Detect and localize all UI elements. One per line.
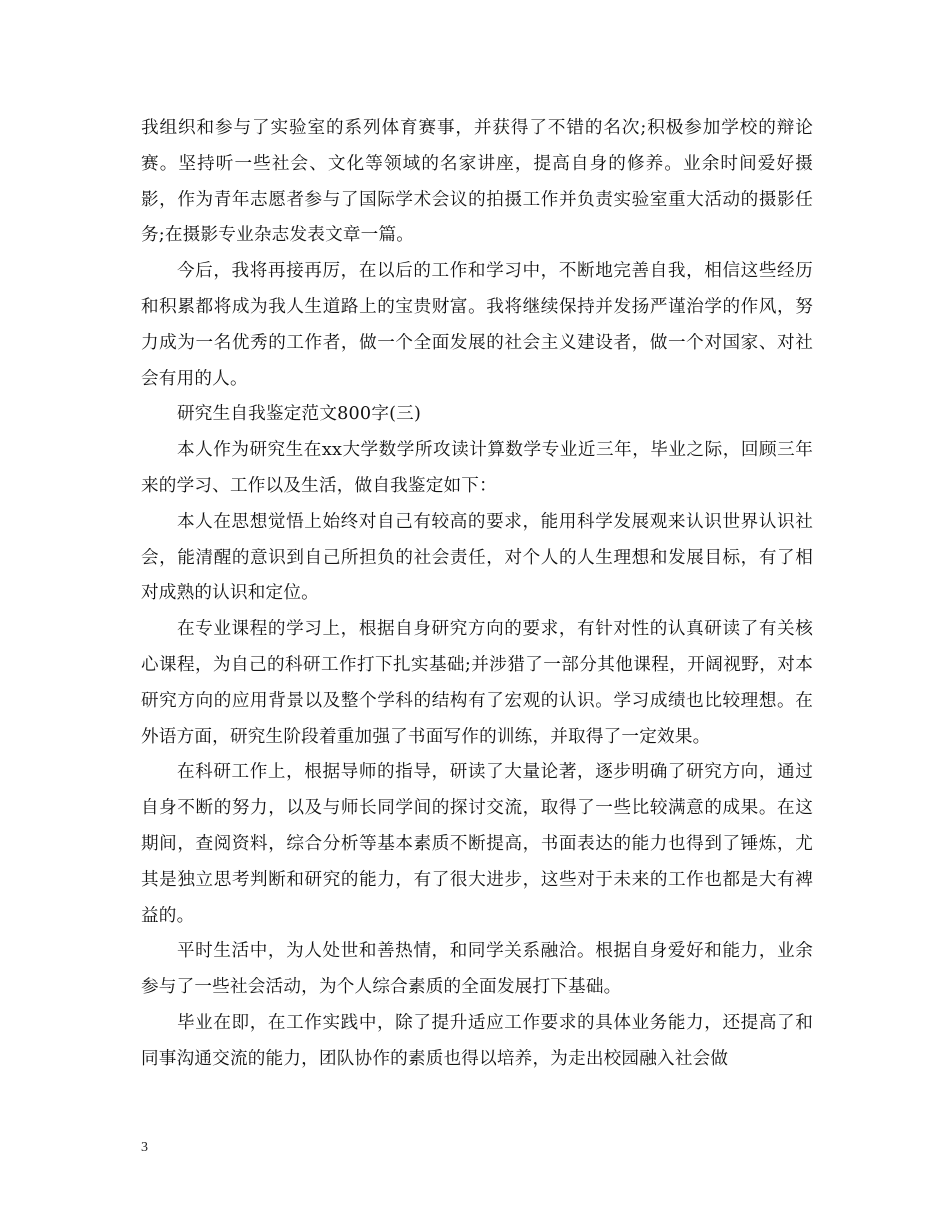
document-body [141,111,813,1078]
page-number: 3 [141,1140,148,1155]
paragraph-coursework: 在专业课程的学习上，根据自身研究方向的要求，有针对性的认真研读了有关核心课程，为自己的科研工作打下扎实基础;并涉猎了一部分其他课程，开阔视野，对本研究方向的应用背景以及整个学科的结构有了宏观的认识。学习成绩也比较理想。在外语方面，研究生阶段着重加强了书面写作的训练，并取得了一定效果。 [141,619,813,747]
paragraph-sports-and-photography: 我组织和参与了实验室的系列体育赛事，并获得了不错的名次;积极参加学校的辩论赛。坚持听一些社会、文化等领域的名家讲座，提高自身的修养。业余时间爱好摄影，作为青年志愿者参与了国际学术会议的拍摄工作并负责实验室重大活动的摄影任务;在摄影专业杂志发表文章一篇。 [141,118,813,246]
paragraph-ideology: 本人在思想觉悟上始终对自己有较高的要求，能用科学发展观来认识世界认识社会，能清醒的意识到自己所担负的社会责任，对个人的人生理想和发展目标，有了相对成熟的认识和定位。 [141,511,813,604]
paragraph-graduation: 毕业在即，在工作实践中，除了提升适应工作要求的具体业务能力，还提高了和同事沟通交流的能力，团队协作的素质也得以培养，为走出校园融入社会做 [141,1012,813,1069]
paragraph-research: 在科研工作上，根据导师的指导，研读了大量论著，逐步明确了研究方向，通过自身不断的努力，以及与师长同学间的探讨交流，取得了一些比较满意的成果。在这期间，查阅资料，综合分析等基本素质不断提高，书面表达的能力也得到了锤炼，尤其是独立思考判断和研究的能力，有了很大进步，这些对于未来的工作也都是大有裨益的。 [141,762,813,926]
paragraph-future-outlook: 今后，我将再接再厉，在以后的工作和学习中，不断地完善自我，相信这些经历和积累都将成为我人生道路上的宝贵财富。我将继续保持并发扬严谨治学的作风，努力成为一名优秀的工作者，做一个全面发展的社会主义建设者，做一个对国家、对社会有用的人。 [141,261,813,389]
section-heading: 研究生自我鉴定范文800字(三) [177,404,422,425]
paragraph-daily-life: 平时生活中，为人处世和善热情，和同学关系融洽。根据自身爱好和能力，业余参与了一些社会活动，为个人综合素质的全面发展打下基础。 [141,941,813,998]
paragraph-introduction: 本人作为研究生在xx大学数学所攻读计算数学专业近三年，毕业之际，回顾三年来的学习、工作以及生活，做自我鉴定如下： [141,440,813,496]
